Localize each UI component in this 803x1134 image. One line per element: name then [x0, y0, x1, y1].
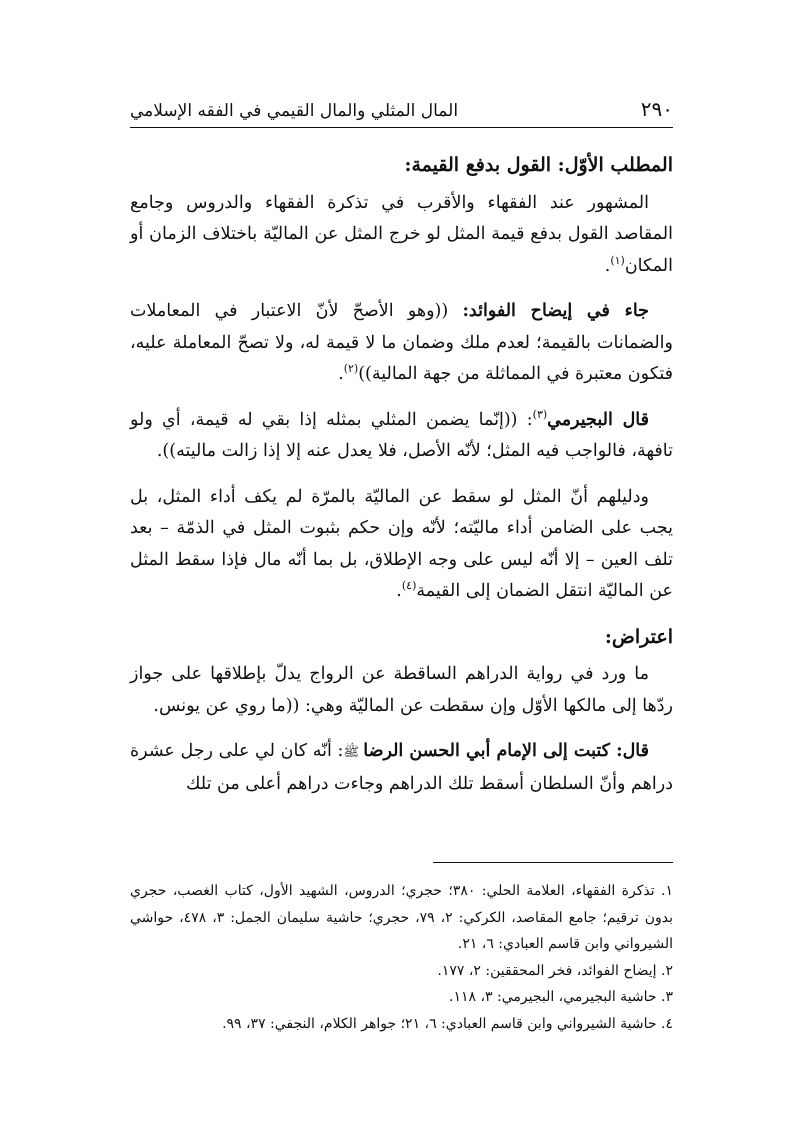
paragraph-2-end: .: [338, 364, 344, 384]
page-header: [130, 88, 673, 128]
paragraph-1-text: المشهور عند الفقهاء والأقرب في تذكرة الفقهاء والدروس وجامع المقاصد القول بدفع قيمة المثل لو خرج المثل عن الماليّة باختلاف الزمان أو المكان: [130, 192, 673, 276]
paragraph-5-text: ما ورد في رواية الدراهم الساقطة عن الرواج يدلّ بإطلاقها على جواز ردّها إلى مالكها الأوّل وإن سقطت عن الماليّة وهي: ((ما روي عن يونس.: [130, 664, 673, 716]
footnote-ref-2: (٢): [343, 362, 359, 376]
paragraph-6: [130, 736, 673, 800]
main-text: [130, 150, 673, 814]
paragraph-4-end: .: [396, 581, 402, 601]
footnote-4: ٤. حاشية الشيرواني وابن قاسم العبادي: ٦، ٢١؛ جواهر الكلام، النجفي: ٣٧، ٩٩.: [222, 1015, 673, 1032]
footnotes: [130, 878, 673, 1037]
paragraph-2-lead: جاء في إيضاح الفوائد:: [462, 301, 649, 321]
footnote-3: ٣. حاشية البجيرمي، البجيرمي: ٣، ١١٨.: [449, 989, 673, 1005]
paragraph-1: [130, 188, 673, 283]
paragraph-5: [130, 659, 673, 722]
section-heading: المطلب الأوّل: القول بدفع القيمة:: [404, 154, 673, 176]
footnote-ref-4: (٤): [401, 579, 417, 593]
running-title: المال المثلي والمال القيمي في الفقه الإسلامي: [130, 101, 459, 121]
paragraph-2-text: ((وهو الأصحّ لأنّ الاعتبار في المعاملات والضمانات بالقيمة؛ لعدم ملك وضمان ما لا قيمة له، ولا تصحّ المعاملة عليه، فتكون معتبرة في المماثلة من جهة المالية)): [130, 301, 673, 384]
footnote-1: ١. تذكرة الفقهاء، العلامة الحلي: ٣٨٠؛ حجري؛ الدروس، الشهيد الأول، كتاب الغصب، حجري بدون ترقيم؛ جامع المقاصد، الكركي: ٢، ٧٩، حجري؛ حاشية سليمان الجمل: ٣، ٤٧٨، حواشي الشيرواني وابن قاسم العبادي: ٦، ٢١.: [130, 883, 674, 952]
paragraph-4: [130, 482, 673, 608]
paragraph-4-text: ودليلهم أنّ المثل لو سقط عن الماليّة بالمرّة لم يكف أداء المثل، بل يجب على الضامن أداء ماليّته؛ لأنّه وإن حكم بثبوت المثل في الذمّة – بعد تلف العين – إلا أنّه ليس على وجه الإطلاق، بل بما أنّه مال فإذا سقط المثل عن الماليّة انتقل الضمان إلى القيمة: [130, 486, 673, 601]
paragraph-3-text: : ((إنّما يضمن المثلي بمثله إذا بقي له قيمة، أي ولو تافهة، فالواجب فيه المثل؛ لأنّه الأصل، فلا يعدل عنه إلا إذا زالت ماليته)).: [130, 409, 673, 461]
footnote-ref-1: (١): [610, 253, 625, 267]
paragraph-3: [130, 405, 673, 468]
footnote-ref-3: (٣): [532, 407, 548, 421]
footnote-2: ٢. إيضاح الفوائد، فخر المحققين: ٢، ١٧٧.: [437, 962, 673, 979]
honorific-glyph: ﷺ: [343, 745, 364, 760]
paragraph-6-text: : أنّه كان لي على رجل عشرة دراهم وأنّ السلطان أسقط تلك الدراهم وجاءت دراهم أعلى من تلك: [130, 741, 673, 794]
paragraph-1-end: .: [604, 255, 611, 276]
paragraph-6-lead: قال: كتبت إلى الإمام أبي الحسن الرضا: [363, 741, 650, 761]
paragraph-3-lead: قال البجيرمي: [547, 409, 649, 430]
footnote-separator: [433, 862, 673, 863]
paragraph-2: [130, 296, 673, 391]
page-number: ٢٩٠: [640, 97, 673, 121]
objection-heading: اعتراض:: [604, 625, 673, 648]
